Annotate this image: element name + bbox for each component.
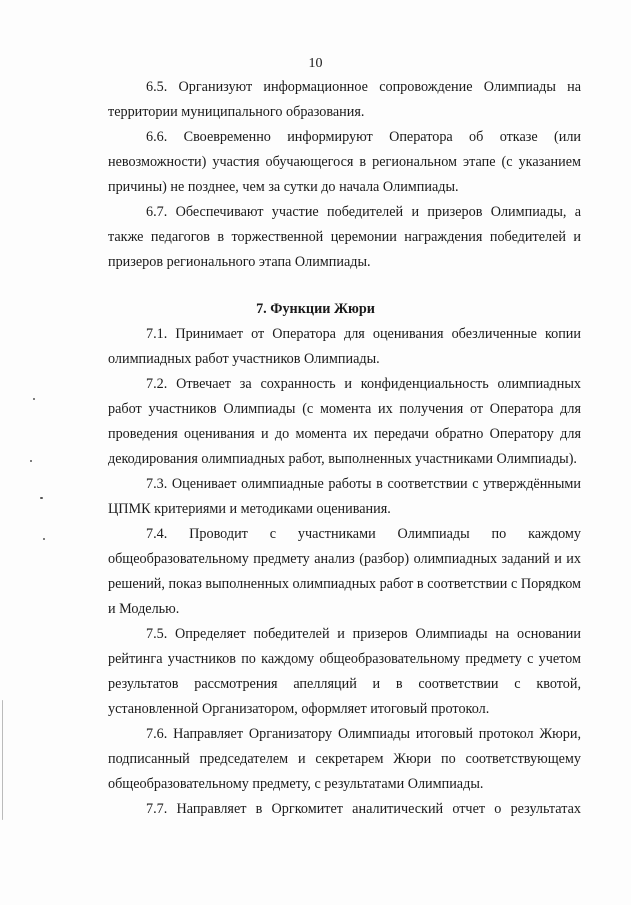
text-line: олимпиадных работ участников Олимпиады. (108, 351, 380, 367)
text-line: общеобразовательному предмету анализ (разбор) олимпиадных заданий и их (108, 551, 581, 567)
text-line: территории муниципального образования. (108, 104, 365, 120)
text-line: ЦПМК критериями и методиками оценивания. (108, 501, 391, 517)
text-line: рейтинга участников по каждому общеобразовательному предмету с учетом (108, 651, 581, 667)
text-line: 6.6. Своевременно информируют Оператора об отказе (или (146, 129, 581, 145)
page-number: 10 (308, 56, 323, 71)
text-line: подписанный председателем и секретарем Жюри по соответствующему (108, 751, 581, 767)
text-line: 7.4. Проводит с участниками Олимпиады по каждому (146, 526, 581, 542)
text-line: 6.7. Обеспечивают участие победителей и призеров Олимпиады, а (146, 204, 581, 220)
text-line: общеобразовательному предмету, с результатами Олимпиады. (108, 776, 484, 792)
text-line: призеров регионального этапа Олимпиады. (108, 254, 371, 270)
text-line: также педагогов в торжественной церемонии награждения победителей и (108, 229, 581, 245)
text-line: 7.2. Отвечает за сохранность и конфиденциальность олимпиадных (146, 376, 581, 392)
scan-speck (40, 497, 43, 499)
text-line: невозможности) участия обучающегося в региональном этапе (с указанием (108, 154, 581, 170)
scan-speck (33, 398, 35, 400)
text-line: причины) не позднее, чем за сутки до начала Олимпиады. (108, 179, 459, 195)
text-line: 7.7. Направляет в Оргкомитет аналитический отчет о результатах (146, 801, 581, 817)
section-heading: 7. Функции Жюри (256, 301, 375, 317)
text-line: и Моделью. (108, 601, 180, 617)
text-line: 6.5. Организуют информационное сопровождение Олимпиады на (146, 79, 581, 95)
text-line: 7.5. Определяет победителей и призеров Олимпиады на основании (146, 626, 581, 642)
scan-edge (2, 700, 3, 820)
text-line: 7.6. Направляет Организатору Олимпиады итоговый протокол Жюри, (146, 726, 581, 742)
text-line: проведения оценивания и до момента их передачи обратно Оператору для (108, 426, 581, 442)
text-line: 7.3. Оценивает олимпиадные работы в соответствии с утверждёнными (146, 476, 581, 492)
text-line: результатов рассмотрения апелляций и в соответствии с квотой, (108, 676, 581, 692)
scan-speck (30, 460, 32, 462)
scan-speck (43, 538, 45, 540)
text-line: 7.1. Принимает от Оператора для оценивания обезличенные копии (146, 326, 581, 342)
text-line: работ участников Олимпиады (с момента их получения от Оператора для (108, 401, 581, 417)
text-line: установленной Организатором, оформляет итоговый протокол. (108, 701, 490, 717)
text-line: решений, показ выполненных олимпиадных работ в соответствии с Порядком (108, 576, 581, 592)
text-line: декодирования олимпиадных работ, выполненных участниками Олимпиады). (108, 451, 577, 467)
